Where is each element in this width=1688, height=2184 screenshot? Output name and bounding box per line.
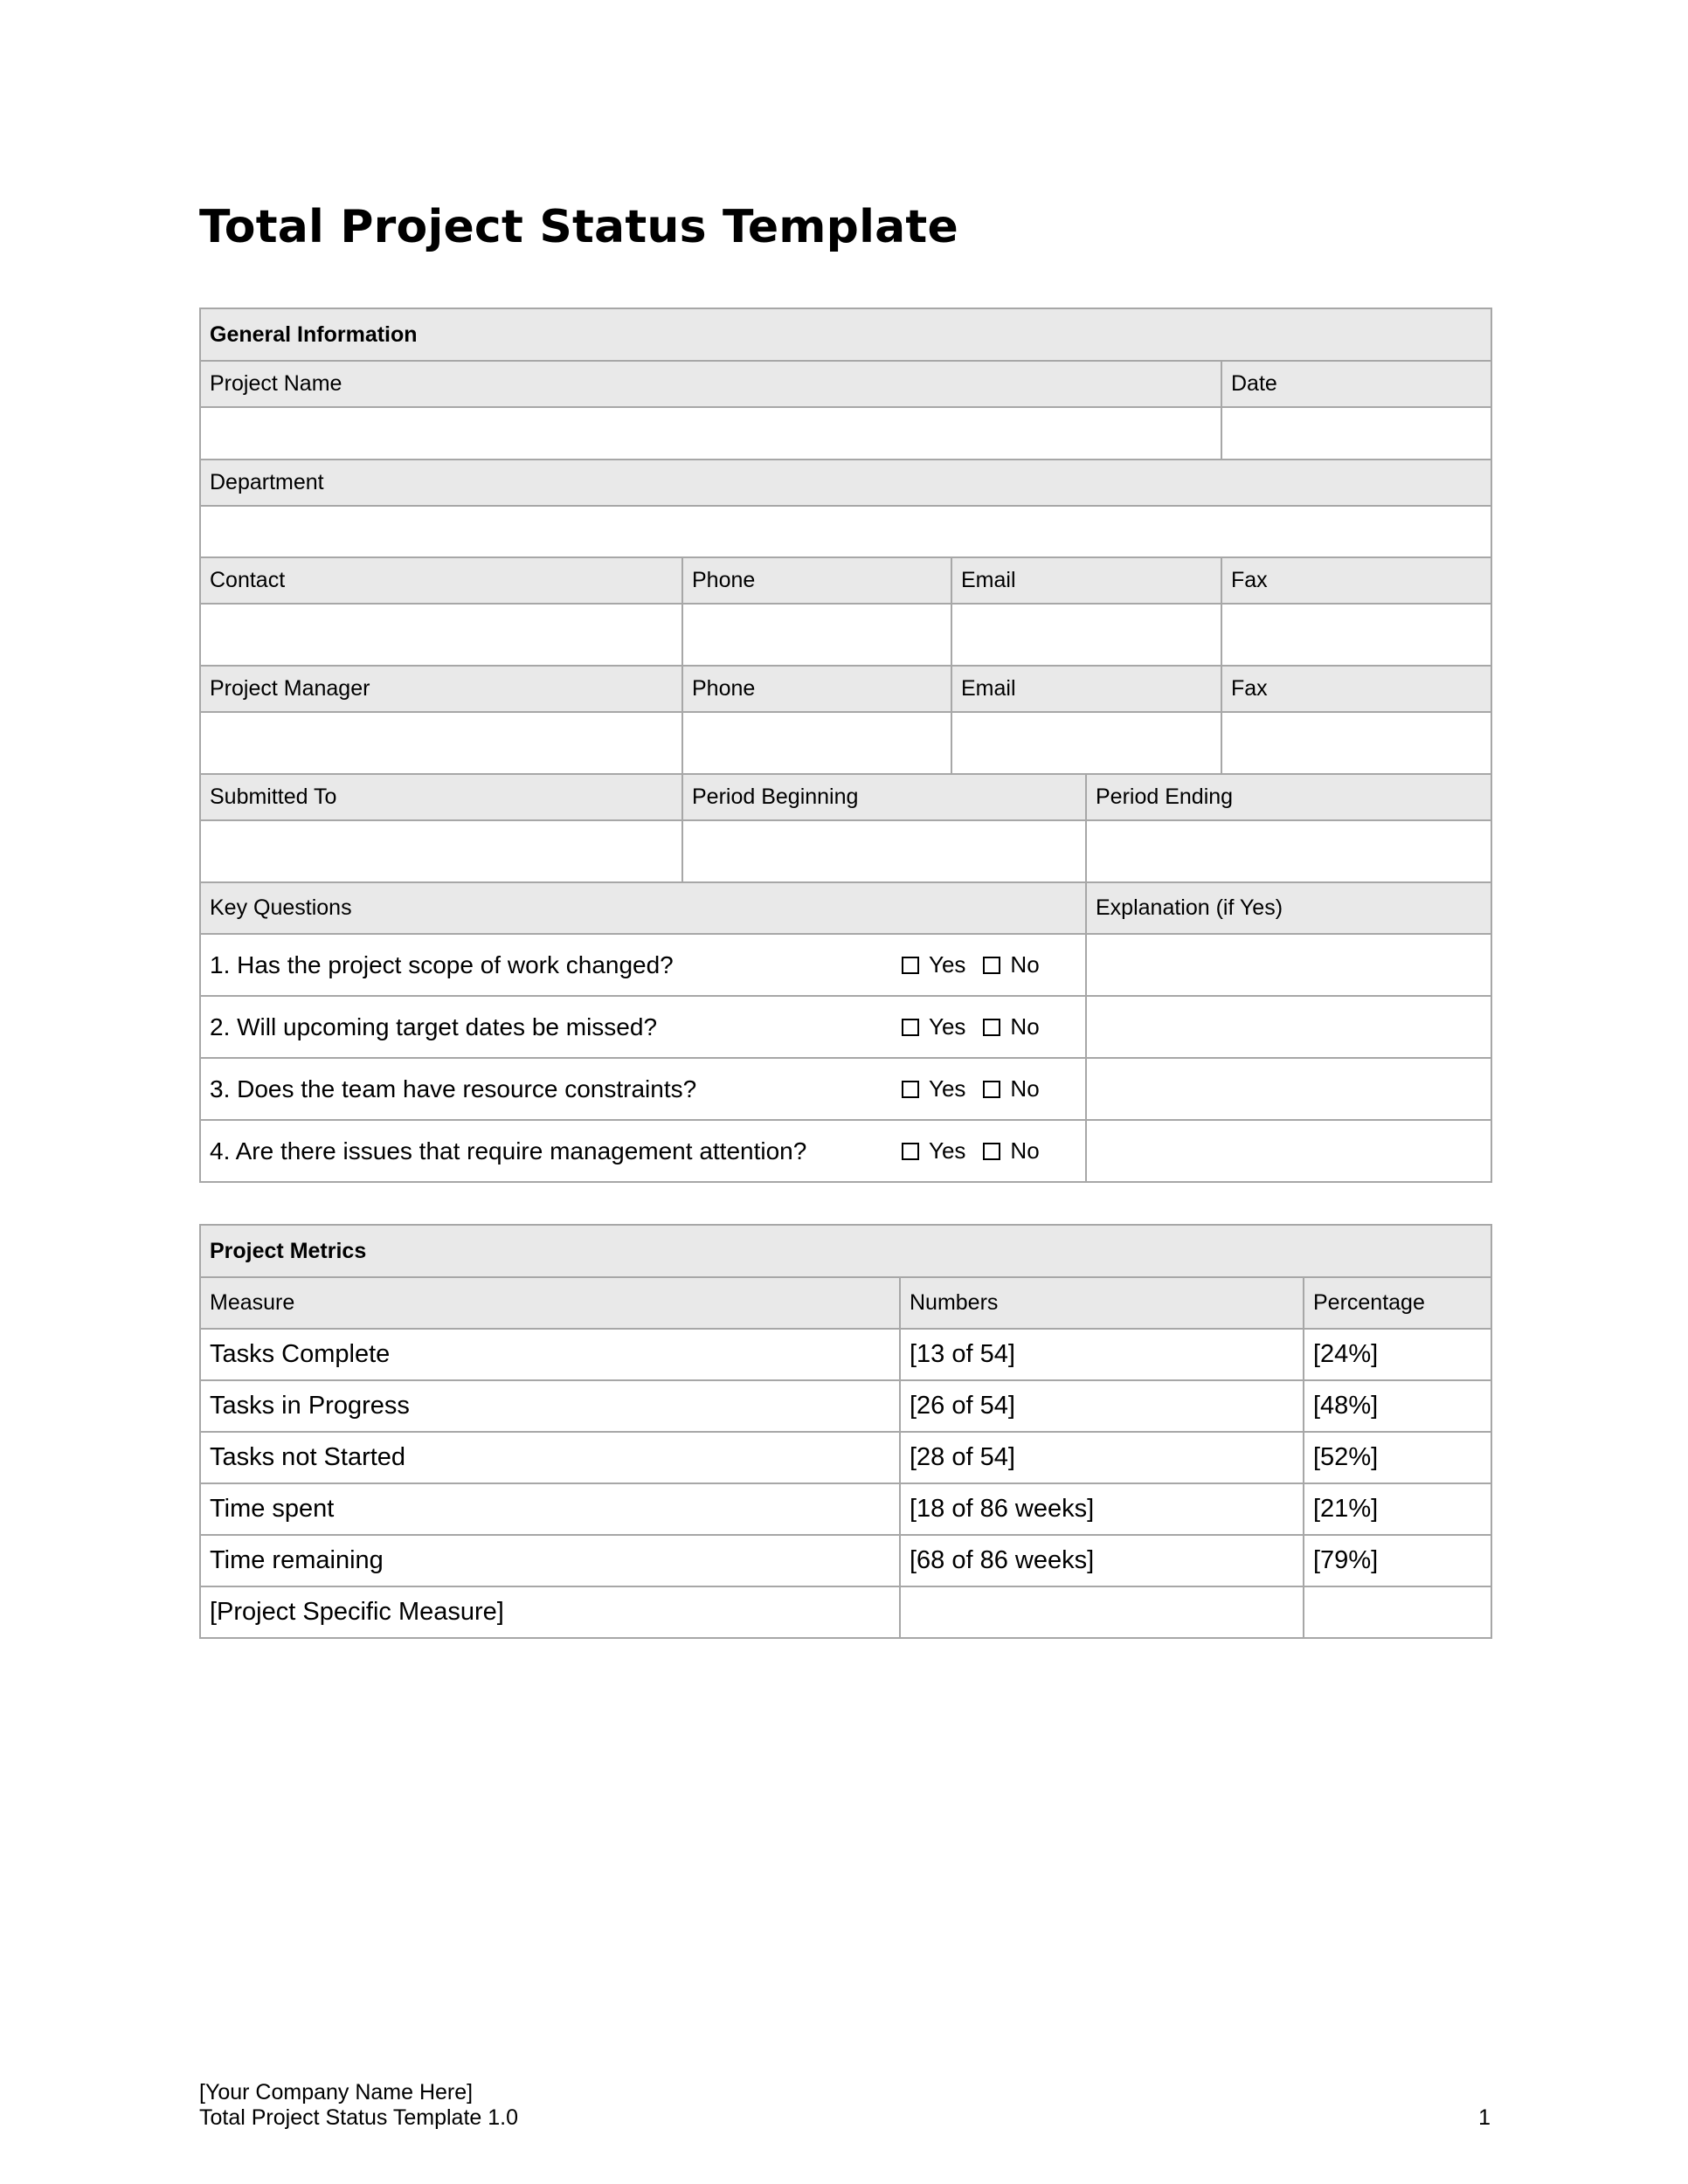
yes-option[interactable] <box>902 951 965 978</box>
measure-cell: Tasks in Progress <box>200 1380 900 1432</box>
submitted-to-label: Submitted To <box>200 774 682 820</box>
no-label: No <box>1010 1075 1040 1102</box>
no-option[interactable] <box>983 1013 1039 1040</box>
no-checkbox[interactable] <box>983 1081 1000 1098</box>
manager-fax-label: Fax <box>1221 666 1491 712</box>
percentage-cell[interactable] <box>1304 1586 1491 1638</box>
key-question-text: 4. Are there issues that require management attention? <box>210 1137 807 1165</box>
no-checkbox[interactable] <box>983 1143 1000 1160</box>
contact-phone-field[interactable] <box>682 604 951 666</box>
document-title: Total Project Status Template <box>199 201 958 253</box>
contact-email-field[interactable] <box>951 604 1221 666</box>
submitted-to-field[interactable] <box>200 820 682 882</box>
project-manager-field[interactable] <box>200 712 682 774</box>
period-beginning-label: Period Beginning <box>682 774 1086 820</box>
percentage-column-header: Percentage <box>1304 1277 1491 1329</box>
measure-column-header: Measure <box>200 1277 900 1329</box>
no-option[interactable] <box>983 1075 1039 1102</box>
manager-email-field[interactable] <box>951 712 1221 774</box>
explanation-field[interactable] <box>1086 1120 1491 1182</box>
no-checkbox[interactable] <box>983 957 1000 974</box>
key-question-row <box>200 1058 1086 1120</box>
numbers-cell[interactable]: [28 of 54] <box>900 1432 1304 1483</box>
table-row <box>200 1380 1491 1432</box>
yes-label: Yes <box>929 1075 966 1102</box>
yes-label: Yes <box>929 1137 966 1164</box>
percentage-cell[interactable]: [79%] <box>1304 1535 1491 1586</box>
no-option[interactable] <box>983 1137 1039 1165</box>
key-question-text: 3. Does the team have resource constraints? <box>210 1075 697 1102</box>
numbers-column-header: Numbers <box>900 1277 1304 1329</box>
project-manager-label: Project Manager <box>200 666 682 712</box>
yes-checkbox[interactable] <box>902 957 919 974</box>
no-option[interactable] <box>983 951 1039 978</box>
yes-label: Yes <box>929 951 966 978</box>
footer-document-version: Total Project Status Template 1.0 <box>199 2105 519 2130</box>
contact-fax-field[interactable] <box>1221 604 1491 666</box>
manager-phone-field[interactable] <box>682 712 951 774</box>
footer-company-name: [Your Company Name Here] <box>199 2080 474 2105</box>
project-name-label: Project Name <box>200 361 1221 407</box>
date-label: Date <box>1221 361 1491 407</box>
yes-checkbox[interactable] <box>902 1143 919 1160</box>
department-label: Department <box>200 460 1491 506</box>
yes-checkbox[interactable] <box>902 1019 919 1036</box>
measure-cell: Time remaining <box>200 1535 900 1586</box>
explanation-field[interactable] <box>1086 1058 1491 1120</box>
project-metrics-heading: Project Metrics <box>200 1225 1491 1277</box>
measure-cell: [Project Specific Measure] <box>200 1586 900 1638</box>
contact-fax-label: Fax <box>1221 557 1491 604</box>
key-question-row <box>200 1120 1086 1182</box>
yes-label: Yes <box>929 1013 966 1040</box>
explanation-field[interactable] <box>1086 934 1491 996</box>
date-field[interactable] <box>1221 407 1491 460</box>
explanation-field[interactable] <box>1086 996 1491 1058</box>
table-row <box>200 1535 1491 1586</box>
table-row <box>200 1432 1491 1483</box>
contact-field[interactable] <box>200 604 682 666</box>
yes-option[interactable] <box>902 1075 965 1102</box>
percentage-cell[interactable]: [24%] <box>1304 1329 1491 1380</box>
percentage-cell[interactable]: [48%] <box>1304 1380 1491 1432</box>
table-row <box>200 1586 1491 1638</box>
numbers-cell[interactable] <box>900 1586 1304 1638</box>
explanation-heading: Explanation (if Yes) <box>1086 882 1491 934</box>
measure-cell: Tasks not Started <box>200 1432 900 1483</box>
general-information-heading: General Information <box>200 308 1491 361</box>
no-checkbox[interactable] <box>983 1019 1000 1036</box>
project-metrics-table <box>199 1224 1492 1639</box>
percentage-cell[interactable]: [21%] <box>1304 1483 1491 1535</box>
percentage-cell[interactable]: [52%] <box>1304 1432 1491 1483</box>
general-information-table <box>199 308 1492 1183</box>
period-ending-label: Period Ending <box>1086 774 1491 820</box>
measure-cell: Tasks Complete <box>200 1329 900 1380</box>
yes-option[interactable] <box>902 1137 965 1165</box>
period-beginning-field[interactable] <box>682 820 1086 882</box>
yes-checkbox[interactable] <box>902 1081 919 1098</box>
table-row <box>200 1329 1491 1380</box>
yes-option[interactable] <box>902 1013 965 1040</box>
manager-email-label: Email <box>951 666 1221 712</box>
contact-label: Contact <box>200 557 682 604</box>
no-label: No <box>1010 1137 1040 1164</box>
numbers-cell[interactable]: [13 of 54] <box>900 1329 1304 1380</box>
manager-phone-label: Phone <box>682 666 951 712</box>
page-number: 1 <box>1478 2105 1491 2130</box>
department-field[interactable] <box>200 506 1491 557</box>
key-question-text: 1. Has the project scope of work changed? <box>210 950 674 978</box>
period-ending-field[interactable] <box>1086 820 1491 882</box>
numbers-cell[interactable]: [18 of 86 weeks] <box>900 1483 1304 1535</box>
no-label: No <box>1010 951 1040 978</box>
contact-email-label: Email <box>951 557 1221 604</box>
numbers-cell[interactable]: [26 of 54] <box>900 1380 1304 1432</box>
key-question-row <box>200 996 1086 1058</box>
key-question-text: 2. Will upcoming target dates be missed? <box>210 1013 658 1040</box>
no-label: No <box>1010 1013 1040 1040</box>
key-questions-heading: Key Questions <box>200 882 1086 934</box>
manager-fax-field[interactable] <box>1221 712 1491 774</box>
key-question-row <box>200 934 1086 996</box>
project-name-field[interactable] <box>200 407 1221 460</box>
measure-cell: Time spent <box>200 1483 900 1535</box>
numbers-cell[interactable]: [68 of 86 weeks] <box>900 1535 1304 1586</box>
contact-phone-label: Phone <box>682 557 951 604</box>
table-row <box>200 1483 1491 1535</box>
